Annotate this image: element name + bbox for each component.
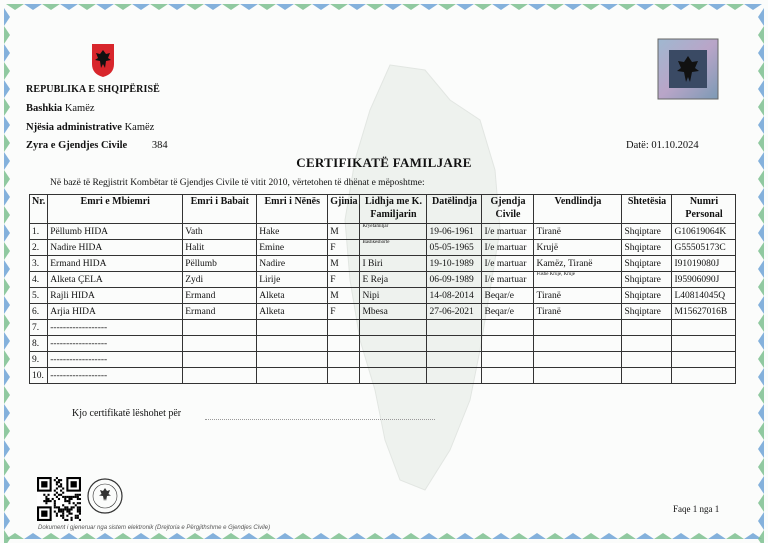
page-number: Faqe 1 nga 1	[673, 504, 720, 514]
table-cell: Shqiptare	[622, 272, 672, 288]
table-cell	[427, 320, 482, 336]
table-cell: I/e martuar	[482, 272, 534, 288]
issued-for-text: Kjo certifikatë lëshohet për	[72, 408, 182, 419]
table-cell: Beqar/e	[482, 304, 534, 320]
table-cell	[257, 320, 328, 336]
table-cell: M	[328, 288, 360, 304]
table-cell: Kryefamiljar	[360, 224, 427, 240]
table-cell	[622, 352, 672, 368]
table-cell	[183, 320, 257, 336]
table-cell: Emine	[257, 240, 328, 256]
table-cell	[622, 368, 672, 384]
table-row	[30, 224, 736, 240]
table-cell: I/e martuar	[482, 256, 534, 272]
civil-office-value: 384	[151, 140, 168, 151]
column-header: Lidhja me K. Familjarin	[360, 195, 427, 224]
table-cell	[328, 320, 360, 336]
table-cell: 9.	[30, 352, 48, 368]
table-cell: Bashkëshorte	[360, 240, 427, 256]
admin-unit-label: Njësia administrative	[26, 122, 122, 133]
table-cell: ------------------	[48, 336, 183, 352]
table-cell	[482, 352, 534, 368]
table-row	[30, 304, 736, 320]
table-cell	[482, 320, 534, 336]
column-header: Emri i Nënës	[257, 195, 328, 224]
table-cell: Arjia HIDA	[48, 304, 183, 320]
qr-code-icon	[37, 477, 81, 521]
albanian-eagle-emblem-icon	[90, 42, 116, 78]
table-cell	[360, 368, 427, 384]
table-cell: Alketa ÇELA	[48, 272, 183, 288]
table-cell: ------------------	[48, 368, 183, 384]
table-cell	[360, 320, 427, 336]
table-cell: 14-08-2014	[427, 288, 482, 304]
municipality-label: Bashkia	[26, 103, 63, 114]
table-cell: Shqiptare	[622, 240, 672, 256]
table-cell	[534, 352, 622, 368]
page-title: CERTIFIKATË FAMILJARE	[296, 155, 472, 170]
table-cell: 2.	[30, 240, 48, 256]
table-cell: Shqiptare	[622, 224, 672, 240]
table-cell: Tiranë	[534, 288, 622, 304]
table-cell: M	[328, 224, 360, 240]
table-cell: Halit	[183, 240, 257, 256]
table-row	[30, 368, 736, 384]
column-header: Gjendja Civile	[482, 195, 534, 224]
table-row	[30, 320, 736, 336]
column-header: Gjinia	[328, 195, 360, 224]
table-cell: 5.	[30, 288, 48, 304]
table-cell	[183, 336, 257, 352]
table-cell: I95906090J	[672, 272, 736, 288]
table-cell	[360, 336, 427, 352]
table-row	[30, 256, 736, 272]
republic-heading: REPUBLIKA E SHQIPËRISË	[26, 84, 160, 95]
table-cell: Tiranë	[534, 304, 622, 320]
table-cell: M	[328, 256, 360, 272]
table-cell: Mbesa	[360, 304, 427, 320]
table-cell: Pëllumb HIDA	[48, 224, 183, 240]
table-row	[30, 336, 736, 352]
table-cell	[183, 368, 257, 384]
table-cell: Nipi	[360, 288, 427, 304]
table-cell	[427, 352, 482, 368]
table-cell: 19-06-1961	[427, 224, 482, 240]
table-cell: 1.	[30, 224, 48, 240]
civil-office-label: Zyra e Gjendjes Civile	[26, 140, 128, 151]
table-cell	[257, 336, 328, 352]
column-header: Nr.	[30, 195, 48, 224]
table-cell: 6.	[30, 304, 48, 320]
table-cell: 05-05-1965	[427, 240, 482, 256]
table-cell: ------------------	[48, 320, 183, 336]
municipality-line	[26, 103, 95, 114]
table-header-row	[30, 195, 736, 224]
table-row	[30, 240, 736, 256]
table-cell: M15627016B	[672, 304, 736, 320]
table-cell: Nadire HIDA	[48, 240, 183, 256]
table-cell	[534, 320, 622, 336]
table-cell: 27-06-2021	[427, 304, 482, 320]
municipality-value: Kamëz	[64, 103, 95, 114]
table-cell: Ermand	[183, 288, 257, 304]
table-cell: Shqiptare	[622, 304, 672, 320]
family-table	[29, 194, 736, 384]
table-row	[30, 272, 736, 288]
intro-text: Në bazë të Regjistrit Kombëtar të Gjendjes Civile të vitit 2010, vërtetohen të dhënat e mëposhtme:	[50, 178, 425, 188]
table-cell: I/e martuar	[482, 240, 534, 256]
table-cell: F	[328, 240, 360, 256]
table-row	[30, 288, 736, 304]
table-row	[30, 352, 736, 368]
table-cell: Kamëz, Tiranë	[534, 256, 622, 272]
table-cell	[622, 320, 672, 336]
table-cell: 19-10-1989	[427, 256, 482, 272]
table-cell	[427, 368, 482, 384]
issue-date	[626, 140, 699, 151]
table-cell: Nadire	[257, 256, 328, 272]
table-cell: I91019080J	[672, 256, 736, 272]
table-cell	[482, 368, 534, 384]
table-cell: ------------------	[48, 352, 183, 368]
table-cell	[672, 320, 736, 336]
date-value: 01.10.2024	[651, 140, 699, 151]
table-cell	[257, 352, 328, 368]
table-cell: Krujë	[534, 240, 622, 256]
hologram-seal-icon	[657, 38, 719, 100]
table-cell: Shqiptare	[622, 288, 672, 304]
table-cell	[183, 352, 257, 368]
table-cell: Rajli HIDA	[48, 288, 183, 304]
table-cell: Lirije	[257, 272, 328, 288]
office-seal-icon	[86, 477, 124, 515]
table-cell: E Reja	[360, 272, 427, 288]
table-cell	[328, 336, 360, 352]
table-cell	[482, 336, 534, 352]
column-header: Shtetësia	[622, 195, 672, 224]
table-cell: Pëllumb	[183, 256, 257, 272]
table-cell: Alketa	[257, 288, 328, 304]
table-cell: I/e martuar	[482, 224, 534, 240]
table-cell	[360, 352, 427, 368]
table-cell: G10619064K	[672, 224, 736, 240]
table-cell	[328, 368, 360, 384]
table-cell: Vath	[183, 224, 257, 240]
table-cell: L40814045Q	[672, 288, 736, 304]
table-cell	[672, 368, 736, 384]
table-cell: Fushë Krujë, Krujë	[534, 272, 622, 288]
table-cell: 8.	[30, 336, 48, 352]
table-cell	[672, 352, 736, 368]
table-cell	[427, 336, 482, 352]
table-cell: G55505173C	[672, 240, 736, 256]
column-header: Datëlindja	[427, 195, 482, 224]
table-cell	[257, 368, 328, 384]
admin-unit-line	[26, 122, 154, 133]
column-header: Emri e Mbiemri	[48, 195, 183, 224]
table-cell: 4.	[30, 272, 48, 288]
table-cell: 10.	[30, 368, 48, 384]
table-cell: 3.	[30, 256, 48, 272]
issued-for-line	[205, 419, 435, 420]
table-cell: Ermand	[183, 304, 257, 320]
table-cell: 06-09-1989	[427, 272, 482, 288]
table-cell: Alketa	[257, 304, 328, 320]
table-cell: 7.	[30, 320, 48, 336]
table-cell: Hake	[257, 224, 328, 240]
table-cell	[622, 336, 672, 352]
date-label: Datë:	[626, 140, 649, 151]
table-cell: Tiranë	[534, 224, 622, 240]
column-header: Numri Personal	[672, 195, 736, 224]
table-cell	[534, 368, 622, 384]
table-cell: F	[328, 272, 360, 288]
civil-office-line	[26, 140, 168, 151]
table-cell	[672, 336, 736, 352]
table-cell	[328, 352, 360, 368]
table-cell: Beqar/e	[482, 288, 534, 304]
table-cell: I Biri	[360, 256, 427, 272]
column-header: Vendlindja	[534, 195, 622, 224]
table-cell: Ermand HIDA	[48, 256, 183, 272]
column-header: Emri i Babait	[183, 195, 257, 224]
footer-note: Dokument i gjeneruar nga sistem elektronik (Drejtoria e Përgjithshme e Gjendjes Civile)	[38, 525, 271, 531]
table-cell: F	[328, 304, 360, 320]
admin-unit-value: Kamëz	[124, 122, 155, 133]
table-cell	[534, 336, 622, 352]
table-cell: Shqiptare	[622, 256, 672, 272]
table-cell: Zydi	[183, 272, 257, 288]
